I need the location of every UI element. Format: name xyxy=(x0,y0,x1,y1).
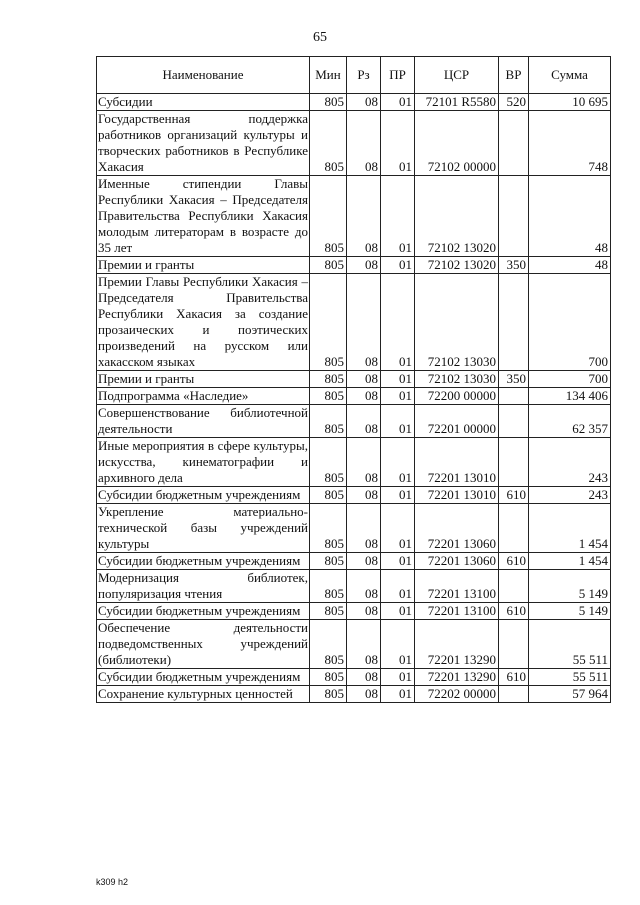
cell-name: Модернизация библиотек, популяризация чтения xyxy=(98,570,308,601)
cell-name: Сохранение культурных ценностей xyxy=(97,686,310,703)
cell-vr: 520 xyxy=(499,94,529,111)
budget-table xyxy=(96,56,611,703)
cell-pr: 01 xyxy=(381,669,415,686)
cell-rz: 08 xyxy=(347,504,381,553)
cell-min: 805 xyxy=(310,371,347,388)
cell-min: 805 xyxy=(310,570,347,603)
table-row xyxy=(97,686,611,703)
cell-sum: 700 xyxy=(529,371,611,388)
cell-csr: 72201 13010 xyxy=(415,438,499,487)
cell-rz: 08 xyxy=(347,686,381,703)
cell-csr: 72102 13030 xyxy=(415,371,499,388)
cell-pr: 01 xyxy=(381,438,415,487)
cell-rz: 08 xyxy=(347,438,381,487)
cell-name: Подпрограмма «Наследие» xyxy=(97,388,310,405)
cell-csr: 72102 13030 xyxy=(415,274,499,371)
cell-pr: 01 xyxy=(381,570,415,603)
cell-name: Премии и гранты xyxy=(97,257,310,274)
cell-pr: 01 xyxy=(381,504,415,553)
cell-pr: 01 xyxy=(381,553,415,570)
cell-sum: 48 xyxy=(529,257,611,274)
cell-vr: 610 xyxy=(499,553,529,570)
cell-sum: 55 511 xyxy=(529,669,611,686)
cell-vr xyxy=(499,176,529,257)
cell-pr: 01 xyxy=(381,388,415,405)
header-min: Мин xyxy=(310,57,347,94)
cell-name: Субсидии бюджетным учреждениям xyxy=(97,669,310,686)
table-row xyxy=(97,487,611,504)
header-vr: ВР xyxy=(499,57,529,94)
cell-csr: 72201 13060 xyxy=(415,553,499,570)
cell-name: Субсидии бюджетным учреждениям xyxy=(97,603,310,620)
cell-pr: 01 xyxy=(381,603,415,620)
cell-vr xyxy=(499,570,529,603)
cell-sum: 243 xyxy=(529,487,611,504)
cell-sum: 55 511 xyxy=(529,620,611,669)
cell-min: 805 xyxy=(310,94,347,111)
cell-csr: 72201 13060 xyxy=(415,504,499,553)
cell-rz: 08 xyxy=(347,570,381,603)
cell-sum: 748 xyxy=(529,111,611,176)
cell-vr xyxy=(499,405,529,438)
cell-csr: 72201 13100 xyxy=(415,570,499,603)
cell-sum: 5 149 xyxy=(529,603,611,620)
cell-name: Именные стипендии Главы Республики Хакасия – Председателя Правительства Республики Хакасия молодым литераторам в возрасте до 35 лет xyxy=(98,176,308,255)
cell-min: 805 xyxy=(310,274,347,371)
cell-vr: 350 xyxy=(499,257,529,274)
cell-min: 805 xyxy=(310,487,347,504)
cell-csr: 72101 R5580 xyxy=(415,94,499,111)
header-name: Наименование xyxy=(97,57,310,94)
cell-sum: 243 xyxy=(529,438,611,487)
table-row xyxy=(97,603,611,620)
cell-csr: 72201 13010 xyxy=(415,487,499,504)
cell-rz: 08 xyxy=(347,487,381,504)
table-row xyxy=(97,111,611,176)
cell-vr xyxy=(499,388,529,405)
cell-rz: 08 xyxy=(347,371,381,388)
cell-name: Иные мероприятия в сфере культуры, искусства, кинематографии и архивного дела xyxy=(98,438,308,485)
footer-code: k309 h2 xyxy=(96,877,129,887)
table-row xyxy=(97,504,611,553)
cell-pr: 01 xyxy=(381,176,415,257)
cell-name: Премии Главы Республики Хакасия – Председателя Правительства Республики Хакасия за создание прозаических и поэтических произведений на русском или хакасском языках xyxy=(98,274,308,369)
cell-vr xyxy=(499,111,529,176)
cell-min: 805 xyxy=(310,686,347,703)
cell-rz: 08 xyxy=(347,274,381,371)
cell-rz: 08 xyxy=(347,388,381,405)
cell-name: Обеспечение деятельности подведомственных учреждений (библиотеки) xyxy=(98,620,308,667)
cell-name: Субсидии бюджетным учреждениям xyxy=(97,487,310,504)
cell-name: Совершенствование библиотечной деятельности xyxy=(98,405,308,436)
cell-sum: 134 406 xyxy=(529,388,611,405)
cell-csr: 72200 00000 xyxy=(415,388,499,405)
cell-pr: 01 xyxy=(381,257,415,274)
cell-pr: 01 xyxy=(381,405,415,438)
header-pr: ПР xyxy=(381,57,415,94)
cell-sum: 700 xyxy=(529,274,611,371)
cell-min: 805 xyxy=(310,438,347,487)
cell-rz: 08 xyxy=(347,669,381,686)
table-row xyxy=(97,274,611,371)
cell-rz: 08 xyxy=(347,257,381,274)
cell-vr xyxy=(499,438,529,487)
cell-rz: 08 xyxy=(347,405,381,438)
cell-vr xyxy=(499,686,529,703)
cell-min: 805 xyxy=(310,405,347,438)
cell-pr: 01 xyxy=(381,487,415,504)
cell-sum: 10 695 xyxy=(529,94,611,111)
cell-rz: 08 xyxy=(347,553,381,570)
cell-sum: 5 149 xyxy=(529,570,611,603)
cell-pr: 01 xyxy=(381,94,415,111)
cell-csr: 72202 00000 xyxy=(415,686,499,703)
cell-csr: 72201 13100 xyxy=(415,603,499,620)
cell-vr: 610 xyxy=(499,603,529,620)
cell-name: Субсидии xyxy=(97,94,310,111)
cell-csr: 72201 13290 xyxy=(415,669,499,686)
table-row xyxy=(97,438,611,487)
table-row xyxy=(97,176,611,257)
cell-pr: 01 xyxy=(381,274,415,371)
cell-pr: 01 xyxy=(381,371,415,388)
cell-sum: 1 454 xyxy=(529,504,611,553)
table-row xyxy=(97,669,611,686)
cell-sum: 48 xyxy=(529,176,611,257)
cell-pr: 01 xyxy=(381,620,415,669)
header-row xyxy=(97,57,611,94)
header-csr: ЦСР xyxy=(415,57,499,94)
cell-name: Премии и гранты xyxy=(97,371,310,388)
table-row xyxy=(97,553,611,570)
cell-csr: 72201 00000 xyxy=(415,405,499,438)
cell-csr: 72102 00000 xyxy=(415,111,499,176)
cell-min: 805 xyxy=(310,669,347,686)
cell-name: Государственная поддержка работников организаций культуры и творческих работников в Республике Хакасия xyxy=(98,111,308,174)
cell-min: 805 xyxy=(310,388,347,405)
table-row xyxy=(97,570,611,603)
cell-min: 805 xyxy=(310,603,347,620)
table-row xyxy=(97,388,611,405)
cell-min: 805 xyxy=(310,504,347,553)
cell-min: 805 xyxy=(310,620,347,669)
cell-csr: 72201 13290 xyxy=(415,620,499,669)
cell-csr: 72102 13020 xyxy=(415,176,499,257)
cell-min: 805 xyxy=(310,257,347,274)
cell-name: Укрепление материально-технической базы учреждений культуры xyxy=(98,504,308,551)
cell-vr: 610 xyxy=(499,669,529,686)
cell-rz: 08 xyxy=(347,176,381,257)
cell-rz: 08 xyxy=(347,111,381,176)
cell-min: 805 xyxy=(310,176,347,257)
table-row xyxy=(97,94,611,111)
cell-rz: 08 xyxy=(347,620,381,669)
cell-sum: 62 357 xyxy=(529,405,611,438)
table-row xyxy=(97,405,611,438)
cell-min: 805 xyxy=(310,553,347,570)
header-sum: Сумма xyxy=(529,57,611,94)
table-row xyxy=(97,620,611,669)
table-row xyxy=(97,257,611,274)
cell-pr: 01 xyxy=(381,686,415,703)
cell-vr xyxy=(499,504,529,553)
cell-min: 805 xyxy=(310,111,347,176)
cell-sum: 57 964 xyxy=(529,686,611,703)
cell-csr: 72102 13020 xyxy=(415,257,499,274)
cell-vr xyxy=(499,620,529,669)
cell-vr xyxy=(499,274,529,371)
header-rz: Рз xyxy=(347,57,381,94)
page-number: 65 xyxy=(313,30,327,45)
table-row xyxy=(97,371,611,388)
cell-name: Субсидии бюджетным учреждениям xyxy=(97,553,310,570)
cell-sum: 1 454 xyxy=(529,553,611,570)
cell-vr: 610 xyxy=(499,487,529,504)
cell-rz: 08 xyxy=(347,94,381,111)
cell-vr: 350 xyxy=(499,371,529,388)
cell-rz: 08 xyxy=(347,603,381,620)
cell-pr: 01 xyxy=(381,111,415,176)
